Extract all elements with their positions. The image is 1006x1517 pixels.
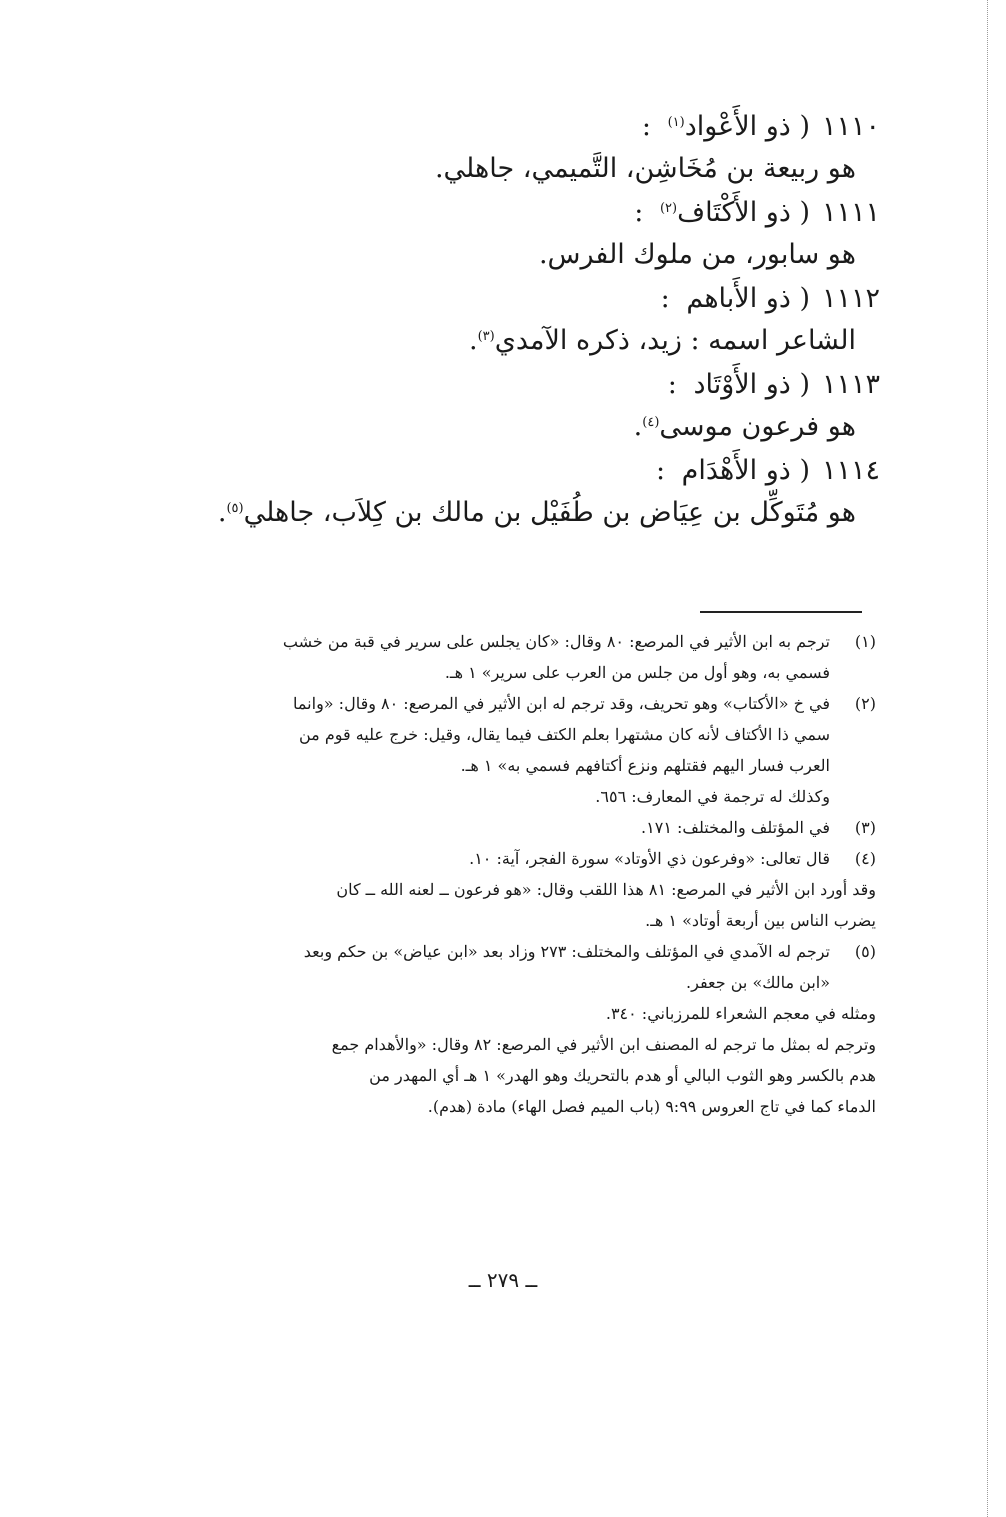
entry-number: ١١١٠ (821, 111, 880, 142)
footnote-line: ترجم به ابن الأثير في المرصع: ٨٠ وقال: «كان يجلس على سرير في قبة من خشب (282, 632, 830, 651)
footnote-line: سمي ذا الأكتاف لأنه كان مشتهرا بعلم الكتف فيما يقال، وقيل: خرج عليه قوم من (298, 725, 830, 744)
footnote (110, 812, 876, 843)
entry-heading: ١١١٣( ذو الأَوْتَاد : (120, 364, 880, 406)
entry-number: ١١١٣ (821, 369, 880, 400)
footnote-line: هدم بالكسر وهو الثوب البالي أو هدم بالتحريك وهو الهدر» ١ هـ أي المهدر من (369, 1066, 876, 1085)
footnote (110, 688, 876, 812)
footnote-line: الدماء كما في تاج العروس ٩:٩٩ (باب الميم فصل الهاء) مادة (هدم). (427, 1097, 876, 1116)
footnote-ref: (٣) (477, 329, 495, 344)
entry-colon: : (641, 111, 651, 142)
entry-heading: ١١١٢( ذو الأَباهم : (120, 278, 880, 320)
footnote-number: (٢) (854, 694, 876, 713)
entry-colon: : (660, 283, 670, 314)
footnote (110, 843, 876, 874)
entry-colon: : (634, 197, 644, 228)
footnotes-section (110, 626, 876, 1122)
footnote-ref: (٢) (659, 201, 678, 216)
entry-heading: ١١١١( ذو الأَكْتَاف$^{(٢)}$ : (120, 192, 880, 234)
footnote-number: (٣) (854, 818, 876, 837)
entry-description-end: . (217, 497, 227, 528)
footnote-line: في خ «الأكتاب» وهو تحريف، وقد ترجم له ابن الأثير في المرصع: ٨٠ وقال: «وانما (293, 694, 830, 713)
entry-description (120, 320, 880, 364)
footnote-line: ومثله في معجم الشعراء للمرزباني: ٣٤٠. (605, 1004, 876, 1023)
footnote-line: وكذلك له ترجمة في المعارف: ٦٥٦. (595, 787, 830, 806)
entry-name: ذو الأَهْدَام (681, 455, 791, 486)
entry-name: ذو الأَعْواد (684, 111, 791, 142)
entry-description (120, 492, 880, 536)
footnote-divider (700, 611, 862, 613)
footnote-ref: (٥) (226, 501, 244, 516)
entry-name: ذو الأَباهم (686, 283, 791, 314)
footnote-line: وترجم له بمثل ما ترجم له المصنف ابن الأثير في المرصع: ٨٢ وقال: «والأهدام جمع (331, 1035, 876, 1054)
entry-colon: : (667, 369, 677, 400)
footnote-ref: (٤) (642, 415, 660, 430)
footnote (110, 626, 876, 688)
footnote-line: قال تعالى: «وفرعون ذي الأوتاد» سورة الفجر، آية: ١٠. (469, 849, 830, 868)
page-number: ــ ٢٧٩ ــ (468, 1268, 538, 1292)
entry-heading: ١١١٠( ذو الأَعْواد$^{(١)}$ : (120, 106, 880, 148)
footnote-number: (١) (854, 632, 876, 651)
entry-description (120, 406, 880, 450)
footnote-line: «ابن مالك» بن جعفر. (686, 973, 830, 992)
footnote-line: وقد أورد ابن الأثير في المرصع: ٨١ هذا اللقب وقال: «هو فرعون ــ لعنه الله ــ كان (336, 880, 876, 899)
entry-description-text: هو مُتَوكِّل بن عِيَاض بن طُفَيْل بن مالك بن كِلاَب، جاهلي (243, 497, 856, 528)
entries-list (120, 106, 880, 536)
entry-description: هو سابور، من ملوك الفرس. (538, 239, 856, 270)
entry-colon: : (655, 455, 666, 486)
entry-name: ذو الأَوْتَاد (693, 369, 791, 400)
footnote-line: ترجم له الآمدي في المؤتلف والمختلف: ٢٧٣ وزاد بعد «ابن عياض» بن حكم وبعد (303, 942, 830, 961)
footnote-line: فسمي به، وهو أول من جلس من العرب على سرير» ١ هـ. (444, 663, 830, 682)
entry-description-text: الشاعر اسمه : زيد، ذكره الآمدي (494, 325, 856, 356)
entry-heading: ١١١٤( ذو الأَهْدَام : (120, 450, 880, 492)
footnote-ref: (١) (667, 115, 685, 130)
entry-name: ذو الأَكْتَاف (677, 197, 791, 228)
footnote-number: (٥) (854, 942, 876, 961)
entry-description-end: . (468, 325, 478, 356)
footnote (110, 936, 876, 998)
entry-description-end: . (633, 411, 643, 442)
entry-description: هو ربيعة بن مُخَاشِن، التَّميمي، جاهلي. (434, 153, 856, 184)
footnote-line: العرب فسار اليهم فقتلهم ونزع أكتافهم فسمي به» ١ هـ. (460, 756, 830, 775)
entry-number: ١١١٢ (821, 283, 880, 314)
footnote-line: يضرب الناس بين أربعة أوتاد» ١ هـ. (645, 911, 876, 930)
entry-number: ١١١١ (821, 197, 880, 228)
footnote-line: في المؤتلف والمختلف: ١٧١. (641, 818, 830, 837)
footnote-number: (٤) (854, 849, 876, 868)
entry-number: ١١١٤ (821, 455, 880, 486)
entry-description-text: هو فرعون موسى (659, 411, 856, 442)
